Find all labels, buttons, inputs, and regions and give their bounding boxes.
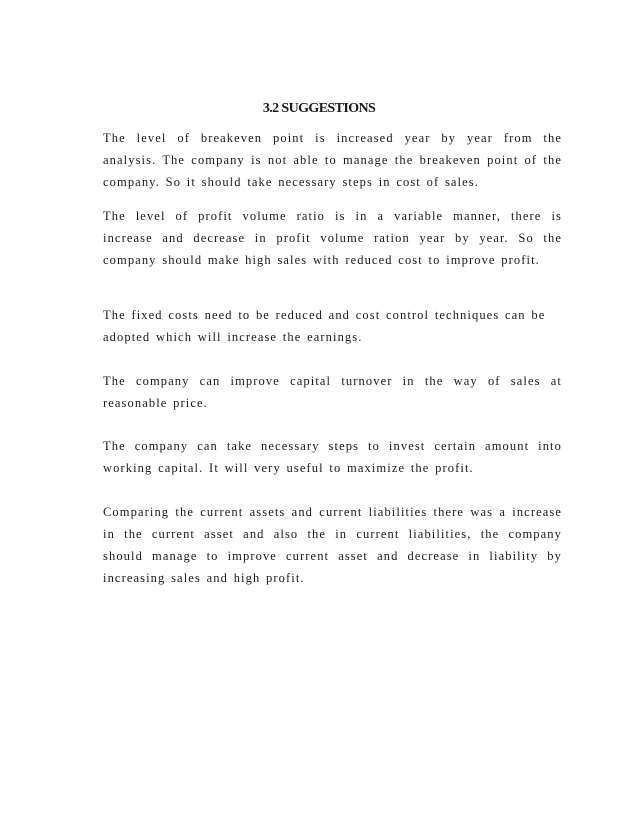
paragraph-profit-volume: The level of profit volume ratio is in a variable manner, there is increase and decrease in profit volume ration year by year. So the company should make high sales with reduced cost to improve profit. [103, 209, 562, 267]
paragraph-current-assets: Comparing the current assets and current liabilities there was a increase in the current asset and also the in current liabilities, the company should manage to improve current asset and decrease in liability by increasing sales and high profit. [103, 505, 562, 585]
paragraph-breakeven: The level of breakeven point is increased year by year from the analysis. The company is not able to manage the breakeven point of the company. So it should take necessary steps in cost of sales. [103, 131, 562, 189]
paragraph-fixed-costs: The fixed costs need to be reduced and cost control techniques can be adopted which will increase the earnings. [103, 308, 546, 344]
section-heading: 3.2 SUGGESTIONS [262, 101, 376, 116]
paragraph-capital-turnover: The company can improve capital turnover in the way of sales at reasonable price. [103, 374, 562, 410]
paragraph-working-capital: The company can take necessary steps to invest certain amount into working capital. It will very useful to maximize the profit. [103, 439, 562, 475]
